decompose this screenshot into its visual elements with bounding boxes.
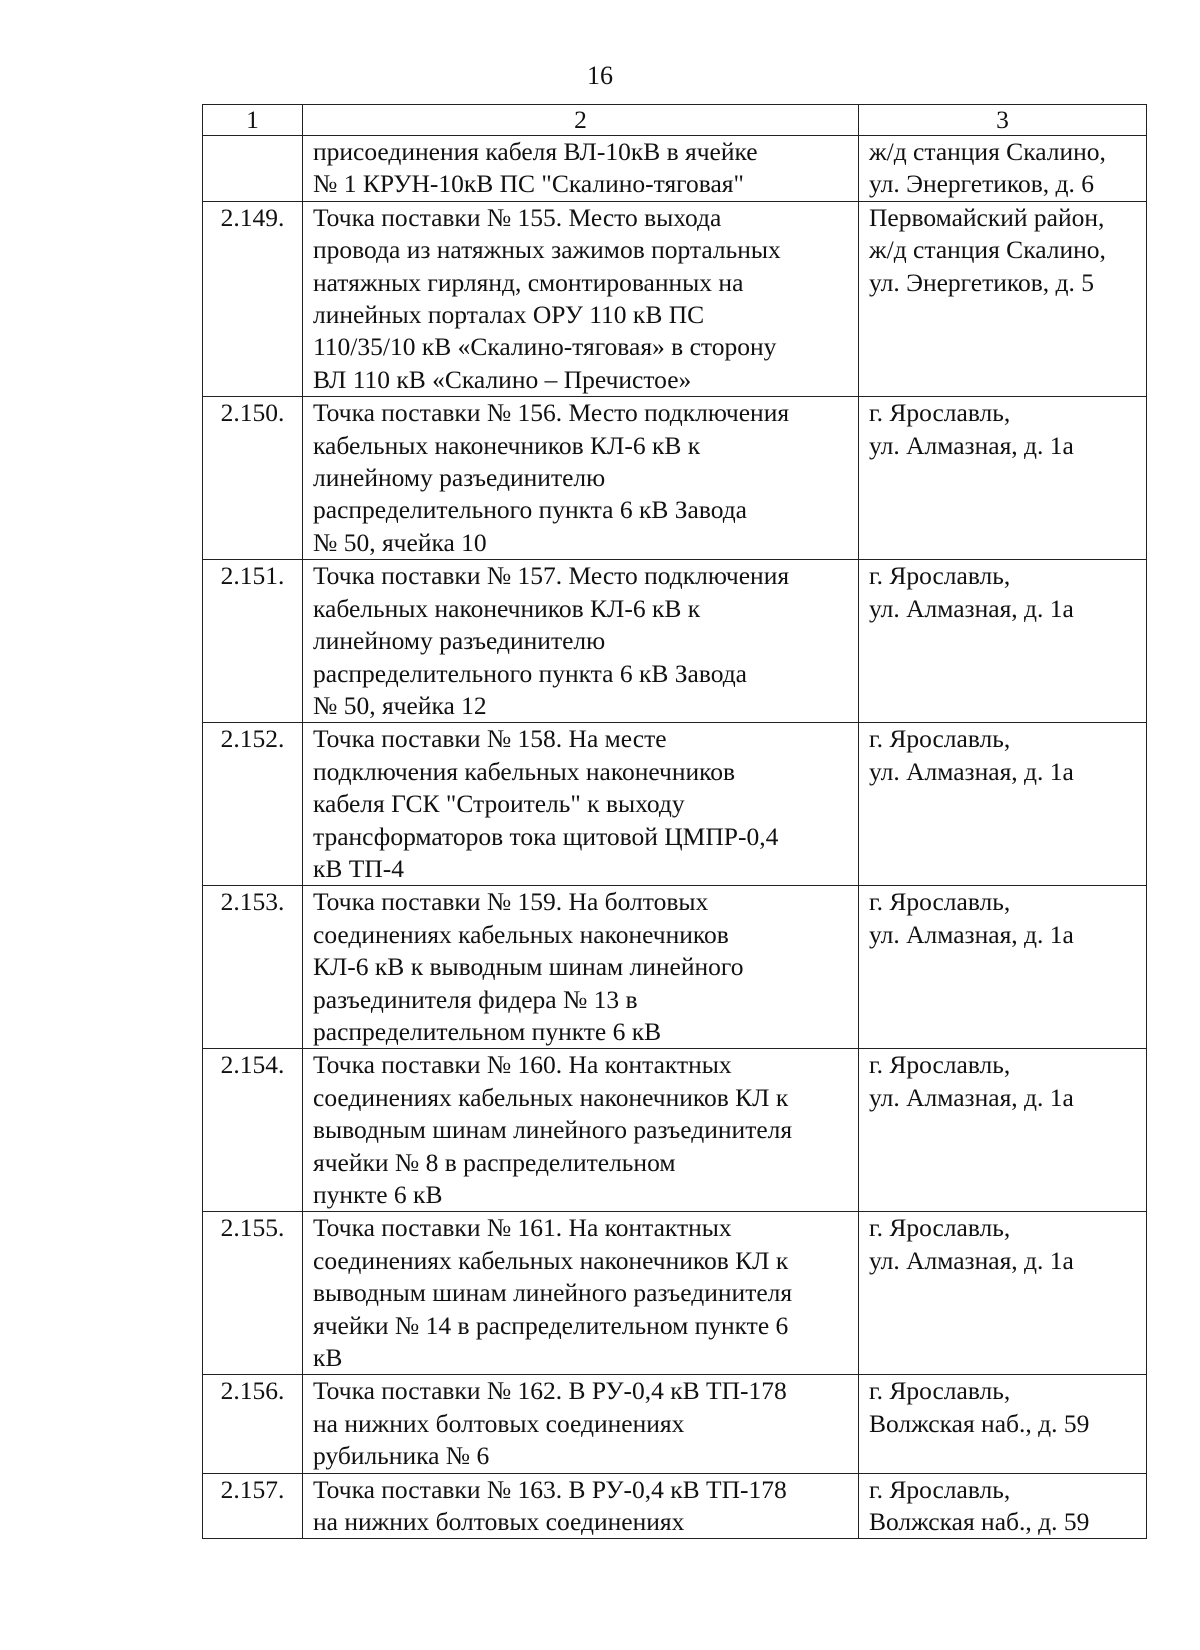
row-number: 2.149. — [203, 201, 303, 396]
row-number: 2.156. — [203, 1375, 303, 1473]
row-description: присоединения кабеля ВЛ-10кВ в ячейке № 1 КРУН-10кВ ПС "Скалино-тяговая" — [303, 136, 859, 202]
row-description: Точка поставки № 158. На месте подключения кабельных наконечников кабеля ГСК "Строитель" к выходу трансформаторов тока щитовой ЦМПР-0,4 кВ ТП-4 — [303, 723, 859, 886]
row-address: г. Ярославль, ул. Алмазная, д. 1а — [859, 886, 1147, 1049]
table-row — [203, 1049, 1147, 1212]
row-description: Точка поставки № 157. Место подключения кабельных наконечников КЛ-6 кВ к линейному разъединителю распределительного пункта 6 кВ Завода № 50, ячейка 12 — [303, 560, 859, 723]
row-number: 2.155. — [203, 1212, 303, 1375]
row-description: Точка поставки № 156. Место подключения кабельных наконечников КЛ-6 кВ к линейному разъединителю распределительного пункта 6 кВ Завода № 50, ячейка 10 — [303, 397, 859, 560]
row-number: 2.157. — [203, 1473, 303, 1539]
row-number: 2.151. — [203, 560, 303, 723]
table-row — [203, 723, 1147, 886]
table-row — [203, 1212, 1147, 1375]
row-address: г. Ярославль, ул. Алмазная, д. 1а — [859, 1212, 1147, 1375]
row-description: Точка поставки № 163. В РУ-0,4 кВ ТП-178 на нижних болтовых соединениях — [303, 1473, 859, 1539]
page-number: 16 — [587, 61, 613, 90]
table-header-row — [203, 105, 1147, 136]
row-number: 2.150. — [203, 397, 303, 560]
row-address: г. Ярославль, Волжская наб., д. 59 — [859, 1375, 1147, 1473]
table-row — [203, 397, 1147, 560]
row-address: ж/д станция Скалино, ул. Энергетиков, д. 6 — [859, 136, 1147, 202]
table-row — [203, 136, 1147, 202]
row-address: г. Ярославль, ул. Алмазная, д. 1а — [859, 723, 1147, 886]
row-address: г. Ярославль, Волжская наб., д. 59 — [859, 1473, 1147, 1539]
row-address: Первомайский район, ж/д станция Скалино, ул. Энергетиков, д. 5 — [859, 201, 1147, 396]
delivery-points-table — [202, 104, 1147, 1539]
row-number: 2.154. — [203, 1049, 303, 1212]
row-number: 2.152. — [203, 723, 303, 886]
row-number — [203, 136, 303, 202]
row-description: Точка поставки № 161. На контактных соединениях кабельных наконечников КЛ к выводным шинам линейного разъединителя ячейки № 14 в распределительном пункте 6 кВ — [303, 1212, 859, 1375]
row-description: Точка поставки № 162. В РУ-0,4 кВ ТП-178 на нижних болтовых соединениях рубильника № 6 — [303, 1375, 859, 1473]
column-header-address: 3 — [859, 105, 1147, 136]
row-address: г. Ярославль, ул. Алмазная, д. 1а — [859, 397, 1147, 560]
row-address: г. Ярославль, ул. Алмазная, д. 1а — [859, 560, 1147, 723]
row-description: Точка поставки № 159. На болтовых соединениях кабельных наконечников КЛ-6 кВ к выводным шинам линейного разъединителя фидера № 13 в распределительном пункте 6 кВ — [303, 886, 859, 1049]
table-row — [203, 1473, 1147, 1539]
table-row — [203, 1375, 1147, 1473]
column-header-description: 2 — [303, 105, 859, 136]
row-number: 2.153. — [203, 886, 303, 1049]
row-description: Точка поставки № 160. На контактных соединениях кабельных наконечников КЛ к выводным шинам линейного разъединителя ячейки № 8 в распределительном пункте 6 кВ — [303, 1049, 859, 1212]
row-address: г. Ярославль, ул. Алмазная, д. 1а — [859, 1049, 1147, 1212]
table-row — [203, 886, 1147, 1049]
table-row — [203, 560, 1147, 723]
column-header-number: 1 — [203, 105, 303, 136]
table-row — [203, 201, 1147, 396]
row-description: Точка поставки № 155. Место выхода провода из натяжных зажимов портальных натяжных гирлянд, смонтированных на линейных порталах ОРУ 110 кВ ПС 110/35/10 кВ «Скалино-тяговая» в сторону ВЛ 110 кВ «Скалино – Пречистое» — [303, 201, 859, 396]
